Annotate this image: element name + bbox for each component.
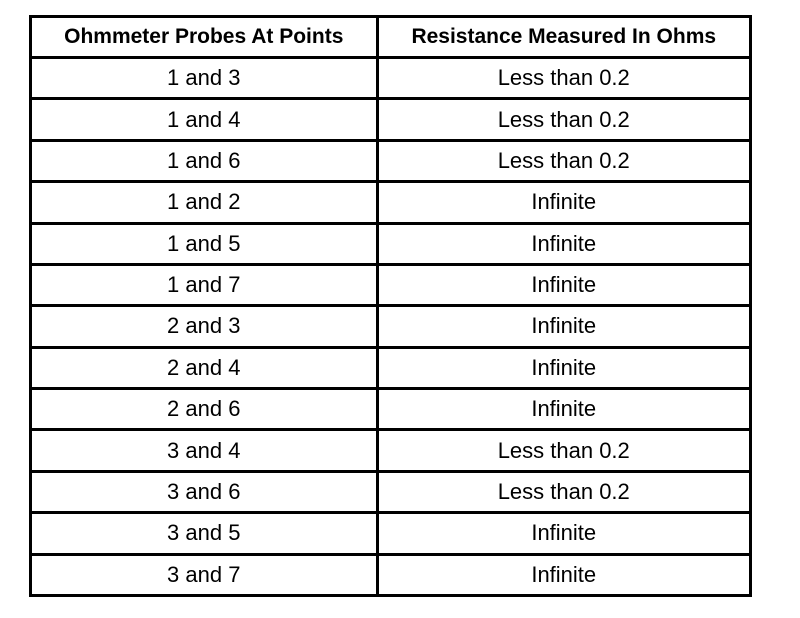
table-row bbox=[32, 430, 749, 471]
cell-probes: 1 and 6 bbox=[32, 140, 377, 181]
table-row bbox=[32, 99, 749, 140]
table-row bbox=[32, 264, 749, 305]
cell-probes: 2 and 6 bbox=[32, 389, 377, 430]
cell-resistance: Infinite bbox=[377, 264, 749, 305]
table-header bbox=[32, 18, 749, 58]
cell-resistance: Less than 0.2 bbox=[377, 99, 749, 140]
cell-probes: 1 and 7 bbox=[32, 264, 377, 305]
table-row bbox=[32, 389, 749, 430]
cell-resistance: Infinite bbox=[377, 554, 749, 594]
cell-resistance: Less than 0.2 bbox=[377, 471, 749, 512]
cell-probes: 3 and 4 bbox=[32, 430, 377, 471]
cell-resistance: Less than 0.2 bbox=[377, 58, 749, 99]
cell-probes: 1 and 3 bbox=[32, 58, 377, 99]
cell-resistance: Infinite bbox=[377, 223, 749, 264]
cell-probes: 3 and 5 bbox=[32, 513, 377, 554]
cell-resistance: Infinite bbox=[377, 347, 749, 388]
resistance-table bbox=[32, 18, 749, 594]
header-probes: Ohmmeter Probes At Points bbox=[32, 18, 377, 58]
table-row bbox=[32, 347, 749, 388]
table-row bbox=[32, 306, 749, 347]
cell-resistance: Infinite bbox=[377, 389, 749, 430]
header-row bbox=[32, 18, 749, 58]
cell-probes: 3 and 6 bbox=[32, 471, 377, 512]
table-body bbox=[32, 58, 749, 595]
resistance-table-frame bbox=[29, 15, 752, 597]
cell-resistance: Infinite bbox=[377, 182, 749, 223]
cell-probes: 1 and 4 bbox=[32, 99, 377, 140]
table-row bbox=[32, 58, 749, 99]
table-row bbox=[32, 140, 749, 181]
table-row bbox=[32, 513, 749, 554]
header-resistance: Resistance Measured In Ohms bbox=[377, 18, 749, 58]
table-row bbox=[32, 223, 749, 264]
cell-probes: 1 and 5 bbox=[32, 223, 377, 264]
cell-resistance: Infinite bbox=[377, 306, 749, 347]
cell-probes: 1 and 2 bbox=[32, 182, 377, 223]
cell-resistance: Infinite bbox=[377, 513, 749, 554]
table-row bbox=[32, 554, 749, 594]
table-row bbox=[32, 471, 749, 512]
cell-resistance: Less than 0.2 bbox=[377, 140, 749, 181]
cell-probes: 3 and 7 bbox=[32, 554, 377, 594]
cell-probes: 2 and 3 bbox=[32, 306, 377, 347]
cell-probes: 2 and 4 bbox=[32, 347, 377, 388]
table-row bbox=[32, 182, 749, 223]
cell-resistance: Less than 0.2 bbox=[377, 430, 749, 471]
